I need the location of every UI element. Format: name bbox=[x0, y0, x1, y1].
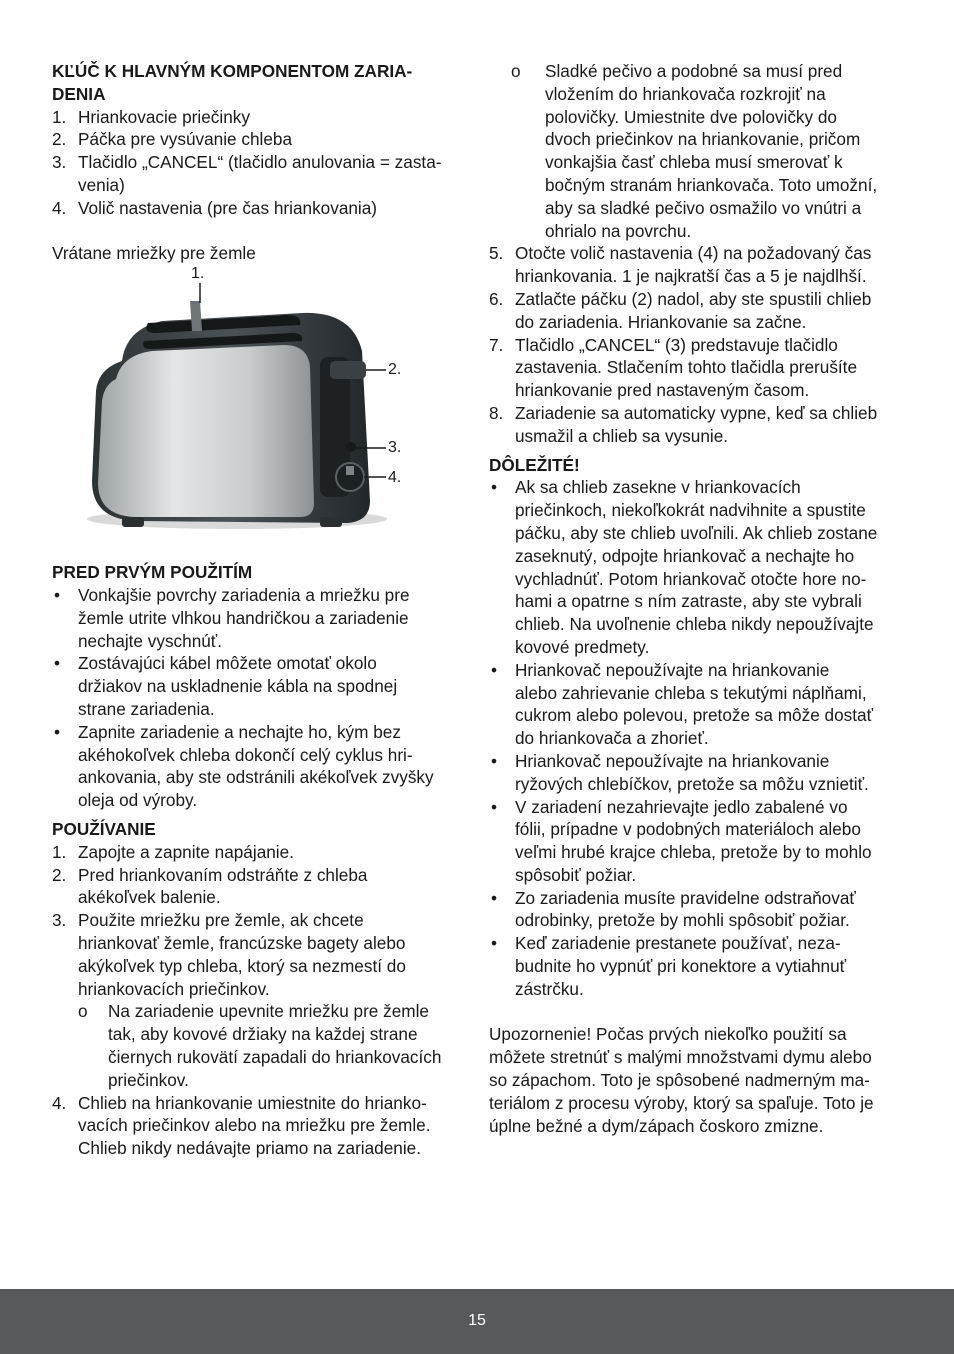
before-list bbox=[52, 584, 466, 812]
callout-2: 2. bbox=[388, 361, 402, 379]
list-item: • Ak sa chlieb zasekne v hriankovacích priečinkoch, niekoľkokrát nadvihnite a spustite páčku, aby ste chlieb uvoľnili. Ak chlieb zostane zaseknutý, odpojte hriankovač a nechajte ho vychladnúť. Potom hriankovač otočte hore no- hami a opatrne s ním zatraste, aby ste vybrali chlieb. Na uvoľnenie chleba nikdy nepoužívajte kovové predmety. bbox=[491, 477, 878, 657]
list-item: • Zapnite zariadenie a nechajte ho, kým bez akéhokoľvek chleba dokončí celý cyklus hri- ankovania, aby ste odstránili akékoľvek zvyšky oleja od výroby. bbox=[54, 721, 434, 811]
page-footer bbox=[0, 1289, 954, 1354]
toaster-illustration bbox=[52, 271, 466, 561]
callout-3: 3. bbox=[388, 439, 402, 457]
list-item: 4. Volič nastavenia (pre čas hriankovania) bbox=[52, 197, 378, 218]
key-heading: KĽÚČ K HLAVNÝM KOMPONENTOM ZARIA- bbox=[52, 61, 413, 81]
list-item: 4. Chlieb na hriankovanie umiestnite do hrianko- vacích priečinkov alebo na mriežku pre žemle. Chlieb nikdy nedávajte priamo na zariadenie. bbox=[52, 1092, 431, 1159]
use-heading: POUŽÍVANIE bbox=[52, 818, 156, 839]
list-item: 2. Pred hriankovaním odstráňte z chleba akékoľvek balenie. bbox=[52, 864, 368, 908]
before-heading: PRED PRVÝM POUŽITÍM bbox=[52, 562, 253, 583]
list-item: • V zariadení nezahrievajte jedlo zabalené vo fólii, prípadne v podobných materiáloch alebo veľmi hrubé krajce chleba, pretože by to mohlo spôsobiť požiar. bbox=[491, 796, 872, 885]
use-list bbox=[52, 841, 466, 1160]
key-heading-cont: DENIA bbox=[52, 83, 106, 104]
important-heading: DÔLEŽITÉ! bbox=[489, 454, 580, 475]
use-list-cont bbox=[489, 242, 907, 447]
toaster-figure bbox=[52, 265, 466, 561]
list-item: 3. Tlačidlo „CANCEL“ (tlačidlo anulovania = zasta- venia) bbox=[52, 152, 442, 195]
important-list bbox=[489, 476, 907, 1000]
key-list bbox=[52, 106, 466, 220]
page-number: 15 bbox=[468, 1312, 486, 1330]
right-column bbox=[489, 60, 907, 1137]
left-column bbox=[52, 60, 466, 1160]
list-item: • Keď zariadenie prestanete používať, neza- budnite ho vypnúť pri konektore a vytiahnuť zástrčku. bbox=[491, 933, 847, 999]
list-item: 1. Zapojte a zapnite napájanie. bbox=[52, 841, 294, 862]
list-item: 8. Zariadenie sa automaticky vypne, keď sa chlieb usmažil a chlieb sa vysunie. bbox=[489, 402, 878, 446]
list-item: 7. Tlačidlo „CANCEL“ (3) predstavuje tlačidlo zastavenia. Stlačením tohto tlačidla prerušíte hriankovanie pred nastaveným časom. bbox=[489, 334, 858, 401]
list-subitem: o Na zariadenie upevnite mriežku pre žemle tak, aby kovové držiaky na každej strane čiernych rukovätí zapadali do hriankovacích priečinkov. bbox=[78, 1001, 442, 1090]
list-item: 6. Zatlačte páčku (2) nadol, aby ste spustili chlieb do zariadenia. Hriankovanie sa začne. bbox=[489, 288, 872, 332]
callout-1: 1. bbox=[191, 265, 205, 283]
warning-paragraph: Upozornenie! Počas prvých niekoľko použití sa môžete stretnúť s malými množstvami dymu alebo so zápachom. Toto je spôsobené nadmerným ma- teriálom z procesu výroby, ktorý sa spaľuje. Toto je úplne bežné a dym/zápach čoskoro zmizne. bbox=[489, 1024, 874, 1136]
list-subitem: o Sladké pečivo a podobné sa musí pred vložením do hriankovača rozkrojiť na polovičky. Umiestnite dve polovičky do dvoch priečinkov na hriankovanie, pričom vonkajšia časť chleba musí smerovať k bočným stranám hriankovača. Toto umožní, aby sa sladké pečivo osmažilo vo vnútri a ohrialo na povrchu. bbox=[511, 61, 878, 241]
list-item: 1. Hriankovacie priečinky bbox=[52, 106, 250, 127]
list-item: • Hriankovač nepoužívajte na hriankovanie alebo zahrievanie chleba s tekutými náplňami, cukrom alebo polevou, pretože sa môže dostať do hriankovača a zhorieť. bbox=[491, 659, 874, 749]
list-item: • Hriankovač nepoužívajte na hriankovanie ryžových chlebíčkov, pretože sa môžu vznietiť. bbox=[491, 750, 869, 794]
included-note: Vrátane mriežky pre žemle bbox=[52, 243, 256, 264]
list-item: • Zo zariadenia musíte pravidelne odstraňovať odrobinky, pretože by mohli spôsobiť požiar. bbox=[491, 887, 856, 931]
list-item: 2. Páčka pre vysúvanie chleba bbox=[52, 129, 293, 150]
list-item: 5. Otočte volič nastavenia (4) na požadovaný čas hriankovania. 1 je najkratší čas a 5 je najdlhší. bbox=[489, 243, 872, 287]
list-item: 3. Použite mriežku pre žemle, ak chcete hriankovať žemle, francúzske bagety alebo akýkoľvek typ chleba, ktorý sa nezmestí do hriankovacích priečinkov. bbox=[52, 910, 406, 999]
list-item: • Zostávajúci kábel môžete omotať okolo držiakov na uskladnenie kábla na spodnej strane zariadenia. bbox=[54, 653, 398, 719]
list-item: • Vonkajšie povrchy zariadenia a mriežku pre žemle utrite vlhkou handričkou a zariadenie nechajte vyschnúť. bbox=[54, 584, 410, 651]
callout-4: 4. bbox=[388, 469, 402, 487]
